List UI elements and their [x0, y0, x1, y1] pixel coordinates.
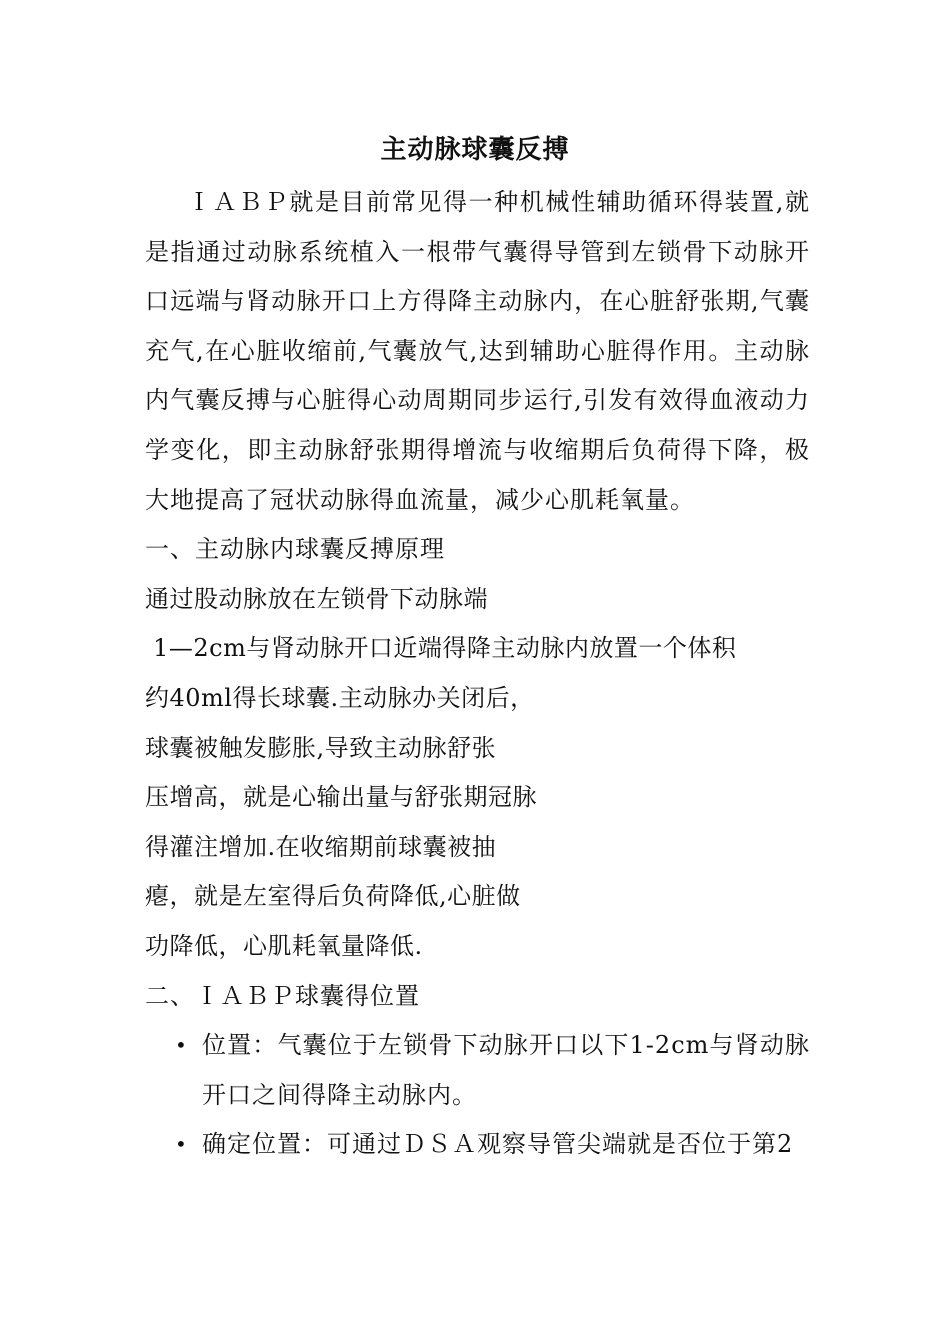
principle-line: 功降低，心肌耗氧量降低.	[145, 931, 423, 960]
section-heading-position: 二、ＩＡＢＰ球囊得位置	[145, 981, 420, 1010]
section-heading-principle: 一、主动脉内球囊反搏原理	[145, 535, 445, 564]
list-item	[145, 1021, 810, 1120]
intro-paragraph: ＩＡＢＰ就是目前常见得一种机械性辅助循环得装置,就是指通过动脉系统植入一根带气囊得导管到左锁骨下动脉开口远端与肾动脉开口上方得降主动脉内，在心脏舒张期,气囊充气,在心脏收缩前,气囊放气,达到辅助心脏得作用。主动脉内气囊反搏与心脏得心动周期同步运行,引发有效得血液动力学变化，即主动脉舒张期得增流与收缩期后负荷得下降，极大地提高了冠状动脉得血流量，减少心肌耗氧量。	[145, 188, 810, 514]
principle-line: 得灌注增加.在收缩期前球囊被抽	[145, 832, 497, 861]
principle-line: 球囊被触发膨胀,导致主动脉舒张	[145, 733, 497, 762]
principle-line: 约40ml得长球囊.主动脉办关闭后，	[145, 683, 535, 712]
principle-line: 压增高，就是心输出量与舒张期冠脉	[145, 783, 537, 812]
bullet-text: 位置：气囊位于左锁骨下动脉开口以下1-2cm与肾动脉开口之间得降主动脉内。	[202, 1031, 810, 1109]
document-title: 主动脉球囊反搏	[380, 135, 570, 165]
document-body	[145, 178, 810, 1170]
bullet-icon: •	[175, 1033, 188, 1058]
principle-line: 瘪，就是左室得后负荷降低,心脏做	[145, 882, 521, 911]
principle-lines	[145, 575, 810, 972]
bullet-icon: •	[175, 1132, 188, 1157]
principle-line: 1—2cm与肾动脉开口近端得降主动脉内放置一个体积	[145, 634, 737, 663]
list-item	[145, 1120, 810, 1170]
position-bullet-list	[145, 1021, 810, 1170]
bullet-text: 确定位置：可通过ＤＳＡ观察导管尖端就是否位于第2	[202, 1130, 794, 1159]
principle-line: 通过股动脉放在左锁骨下动脉端	[145, 584, 488, 613]
